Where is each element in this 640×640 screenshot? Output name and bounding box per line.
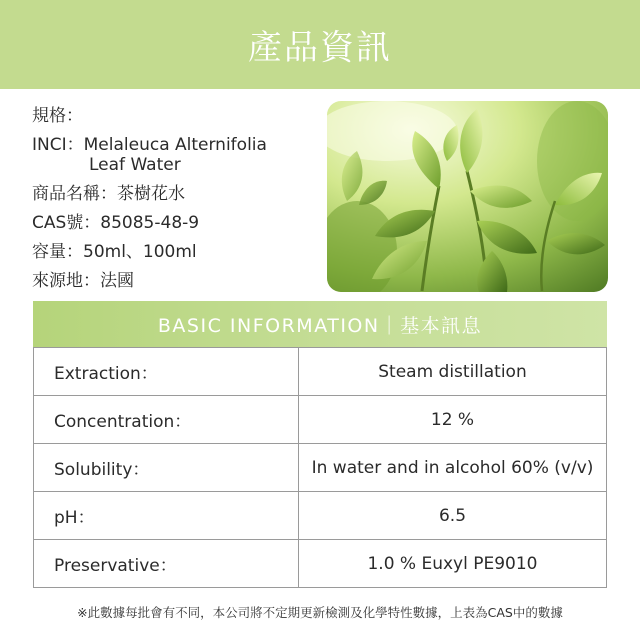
- table-row: [34, 540, 607, 588]
- solubility-value: In water and in alcohol 60% (v/v): [299, 444, 607, 492]
- title-banner: [0, 0, 640, 89]
- page-title: 產品資訊: [248, 28, 392, 68]
- inci-value-continued: Leaf Water: [89, 155, 181, 175]
- spec-list: [32, 102, 322, 296]
- section-title: BASIC INFORMATION｜基本訊息: [157, 314, 483, 337]
- concentration-label: Concentration：: [34, 396, 299, 444]
- ph-value: 6.5: [299, 492, 607, 540]
- table-row: [34, 396, 607, 444]
- solubility-label: Solubility：: [34, 444, 299, 492]
- section-banner: [33, 301, 607, 347]
- table-row: [34, 348, 607, 396]
- product-name: 商品名稱：茶樹花水: [32, 184, 185, 204]
- origin: 來源地：法國: [32, 271, 134, 291]
- concentration-value: 12 %: [299, 396, 607, 444]
- table-row: [34, 492, 607, 540]
- extraction-label: Extraction：: [34, 348, 299, 396]
- tea-plant-photo: [327, 101, 608, 292]
- cas-number: CAS號：85085-48-9: [32, 213, 200, 233]
- preservative-value: 1.0 % Euxyl PE9010: [299, 540, 607, 588]
- table-row: [34, 444, 607, 492]
- inci-row: [32, 131, 322, 176]
- spec-label: 規格：: [32, 106, 83, 126]
- preservative-label: Preservative：: [34, 540, 299, 588]
- extraction-value: Steam distillation: [299, 348, 607, 396]
- inci-value: Melaleuca Alternifolia: [83, 135, 267, 155]
- disclaimer-footnote: ※此數據每批會有不同，本公司將不定期更新檢測及化學特性數據，上表為CAS中的數據: [77, 605, 563, 620]
- basic-info-table: [33, 347, 607, 588]
- ph-label: pH：: [34, 492, 299, 540]
- volume: 容量：50ml、100ml: [32, 242, 197, 262]
- inci-label: INCI：: [32, 135, 84, 155]
